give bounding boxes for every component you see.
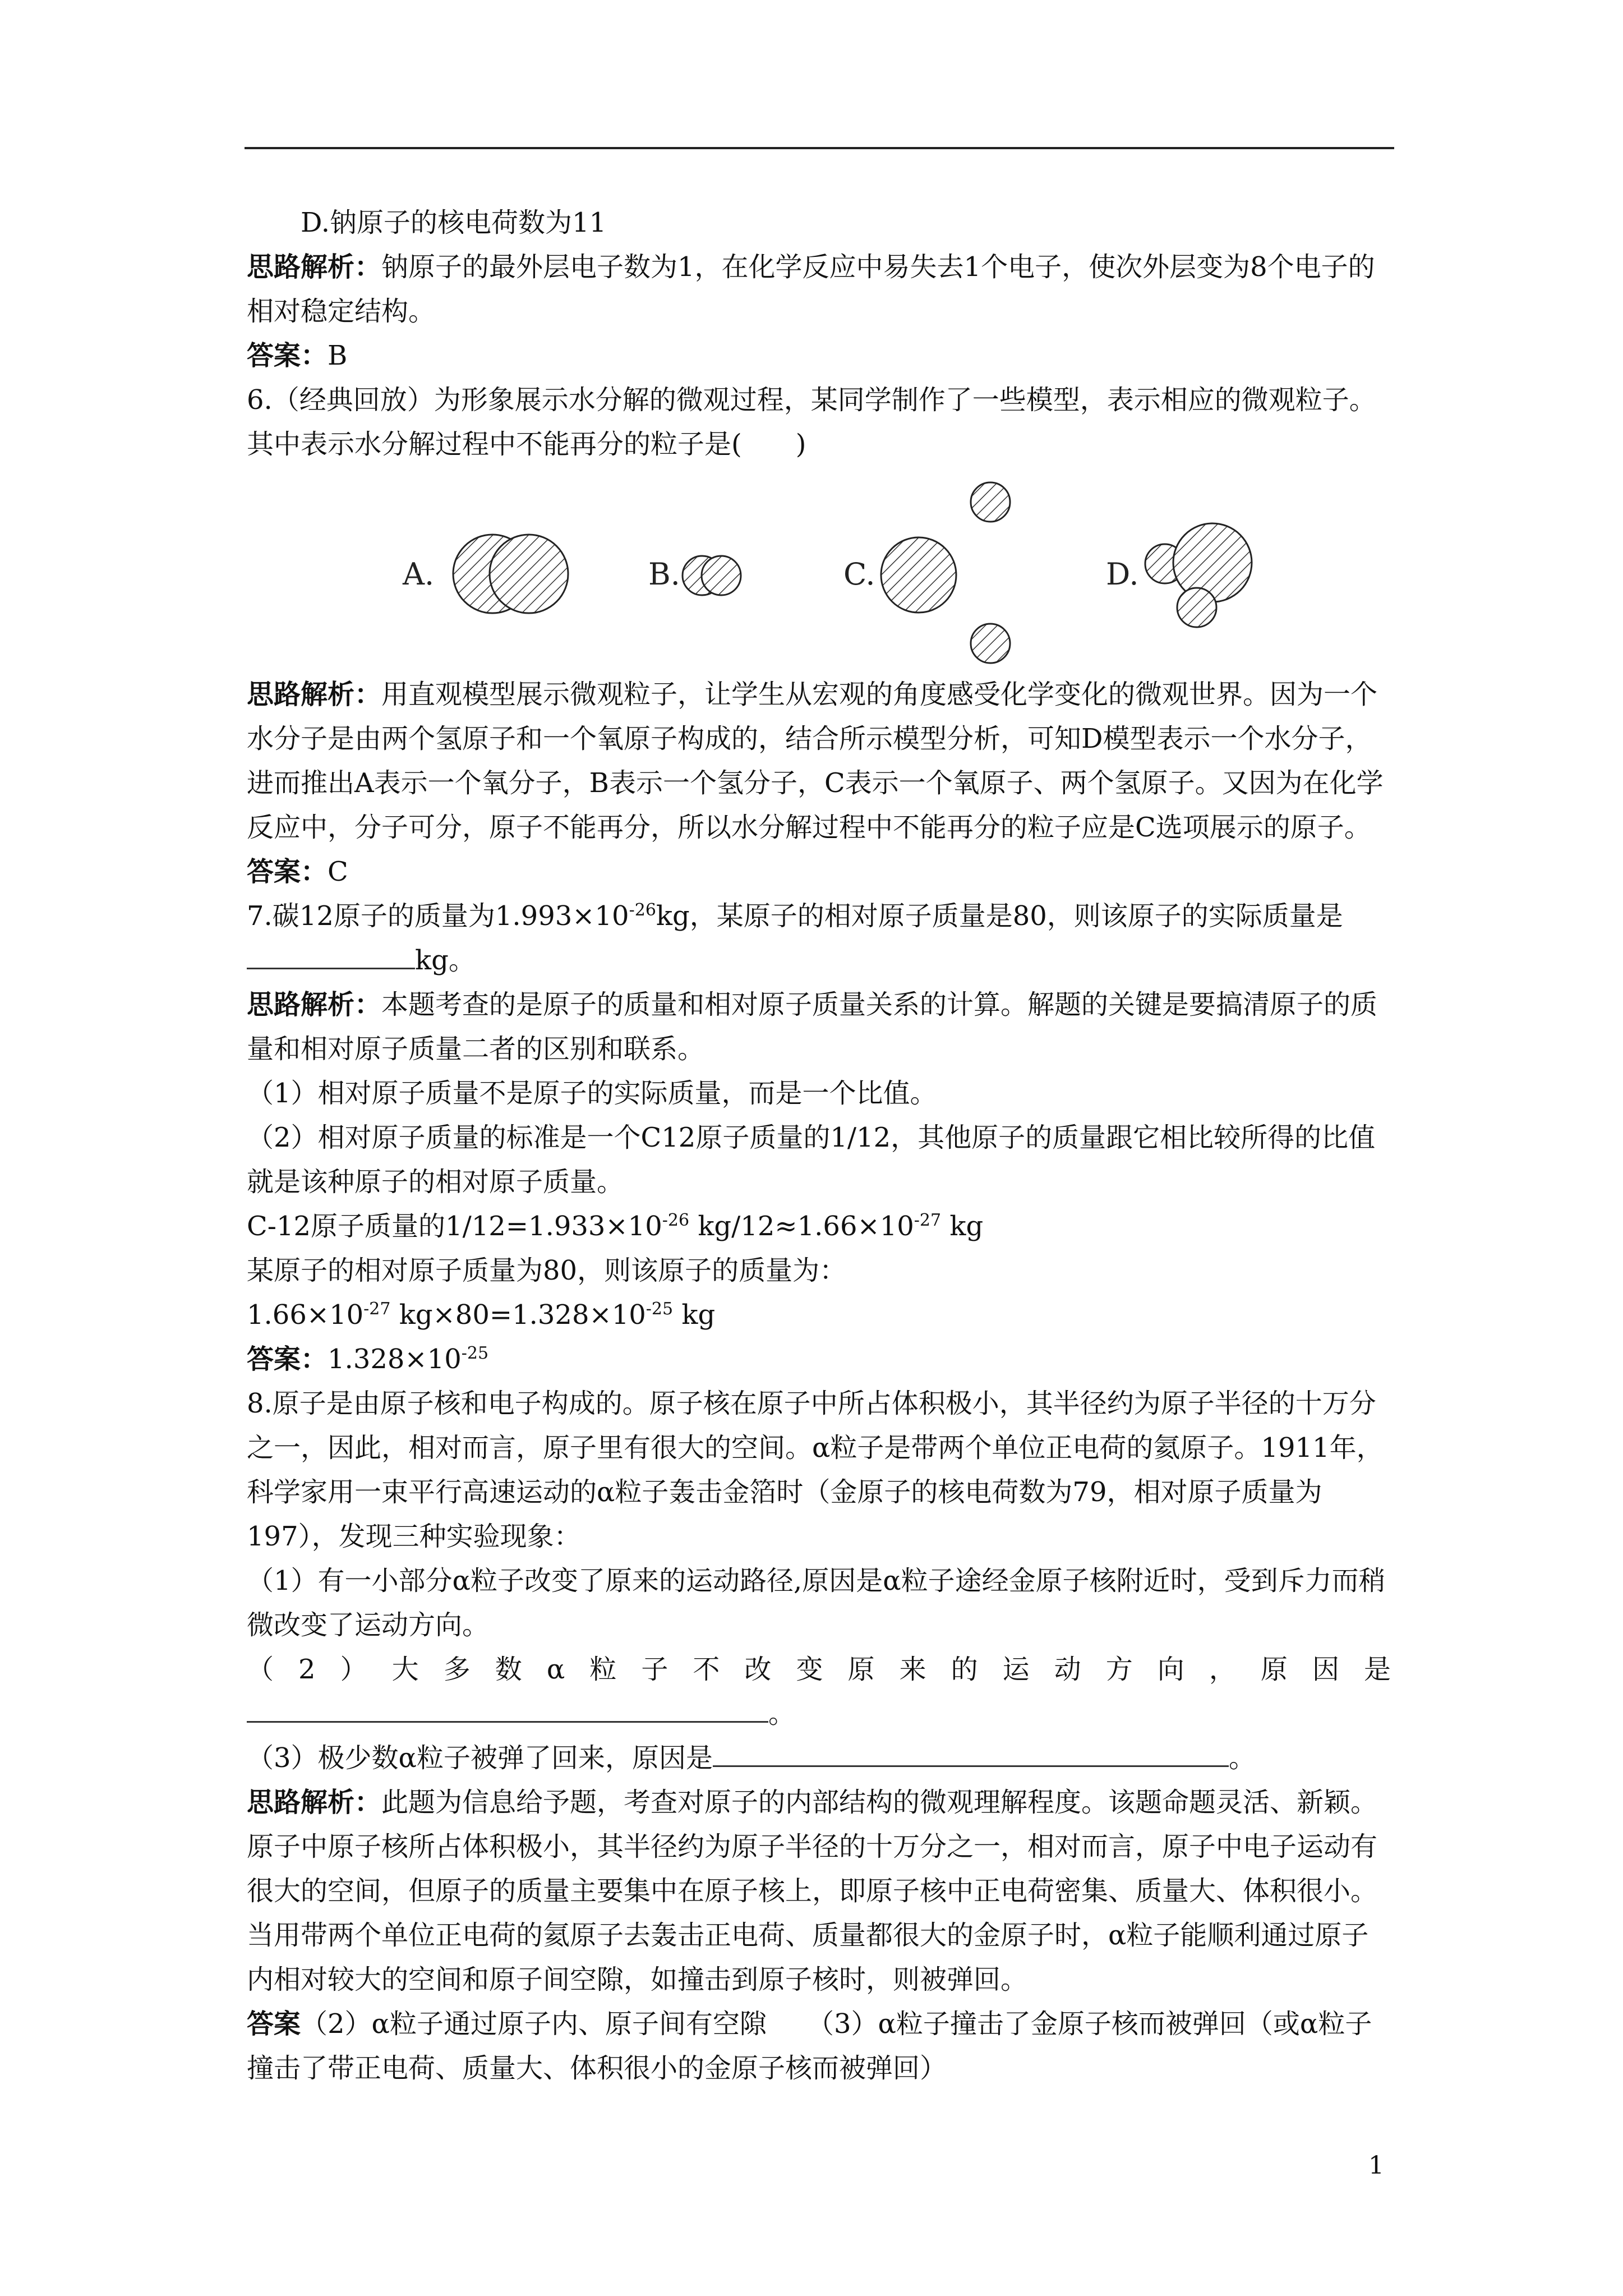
- option-c-hydrogen-atom-bottom: [971, 624, 1010, 663]
- document-body: [247, 201, 1391, 2091]
- page-number: 1: [1368, 2151, 1384, 2180]
- q7-point-1: （1）相对原子质量不是原子的实际质量，而是一个比值。: [247, 1078, 937, 1109]
- q7-calc-1: C-12原子质量的$1/12=1.933\times 10^{-26}$ $kg/12\approx 1.66\times 10^{-27}$ kg: [247, 1211, 984, 1242]
- analysis-label: 思路解析：: [247, 989, 382, 1020]
- q8-answer: 答案（2）α粒子通过原子内、原子间有空隙 （3）α粒子撞击了金原子核而被弹回（或α粒子撞击了带正电荷、质量大、体积很小的金原子核而被弹回）: [247, 2008, 1372, 2084]
- option-d-label: D.: [1106, 556, 1139, 592]
- q7-calc-3: $1.66\times 10^{-27}$ $kg\times 80=1.328\times 10^{-25}$ kg: [247, 1299, 716, 1331]
- q5-option-d: D.钠原子的核电荷数为11: [301, 207, 607, 238]
- q5-analysis: 思路解析：钠原子的最外层电子数为1，在化学反应中易失去1个电子，使次外层变为8个电子的相对稳定结构。: [247, 251, 1375, 327]
- q6-analysis: 思路解析：用直观模型展示微观粒子，让学生从宏观的角度感受化学变化的微观世界。因为一个水分子是由两个氢原子和一个氧原子构成的，结合所示模型分析，可知D模型表示一个水分子，进而推出A表示一个氧分子，B表示一个氢分子，C表示一个氧原子、两个氢原子。又因为在化学反应中，分子可分，原子不能再分，所以水分解过程中不能再分的粒子应是C选项展示的原子。: [247, 679, 1384, 843]
- q7-calc-2: 某原子的相对原子质量为80，则该原子的质量为：: [247, 1255, 847, 1286]
- q8-item-2-blank[interactable]: [247, 1696, 768, 1723]
- q7-analysis: 思路解析：本题考查的是原子的质量和相对原子质量关系的计算。解题的关键是要搞清原子的质量和相对原子质量二者的区别和联系。: [247, 989, 1378, 1065]
- analysis-label: 思路解析：: [247, 251, 382, 283]
- analysis-label: 思路解析：: [247, 1787, 382, 1818]
- q6-answer: 答案：C: [247, 856, 348, 887]
- answer-label: 答案：: [247, 856, 328, 887]
- analysis-label: 思路解析：: [247, 679, 382, 710]
- q7-point-2: （2）相对原子质量的标准是一个C12原子质量的1/12，其他原子的质量跟它相比较所得的比值就是该种原子的相对原子质量。: [247, 1122, 1376, 1198]
- q7-stem: 7.碳12原子的质量为$1.993\times 10^{-26}kg$，某原子的相对原子质量是80，则该原子的实际质量是kg。: [247, 900, 1343, 976]
- q8-item-3-blank[interactable]: [713, 1741, 1229, 1767]
- header-rule: [245, 147, 1394, 149]
- q7-answer-blank[interactable]: [247, 943, 415, 969]
- option-c-label: C.: [843, 556, 875, 592]
- q8-item-1: （1）有一小部分α粒子改变了原来的运动路径,原因是α粒子途经金原子核附近时，受到斥力而稍微改变了运动方向。: [247, 1565, 1386, 1641]
- q8-item-2: （2）大多数α粒子不改变原来的运动方向，原因是: [247, 1654, 1391, 1685]
- option-a-atom-right: [490, 535, 568, 613]
- q6-molecule-models: [247, 471, 1391, 670]
- option-a-label: A.: [403, 556, 435, 592]
- option-c-oxygen-atom: [881, 537, 956, 613]
- option-d-hydrogen-atom-bottom: [1177, 588, 1216, 627]
- answer-label: 答案：: [247, 1343, 328, 1375]
- option-d-oxygen-atom: [1173, 523, 1252, 602]
- q8-item-3: （3）极少数α粒子被弹了回来，原因是 。: [247, 1736, 1391, 1780]
- answer-label: 答案: [247, 2008, 301, 2040]
- q5-answer: 答案：B: [247, 340, 348, 371]
- q6-figure-svg: [247, 471, 1391, 670]
- q6-stem: 6.（经典回放）为形象展示水分解的微观过程，某同学制作了一些模型，表示相应的微观粒子。其中表示水分解过程中不能再分的粒子是( ): [247, 384, 1376, 460]
- option-b-label: B.: [648, 556, 680, 592]
- q8-stem: 8.原子是由原子核和电子构成的。原子核在原子中所占体积极小，其半径约为原子半径的十万分之一，因此，相对而言，原子里有很大的空间。α粒子是带两个单位正电荷的氦原子。1911年，科学家用一束平行高速运动的α粒子轰击金箔时（金原子的核电荷数为79，相对原子质量为197），发现三种实验现象：: [247, 1388, 1384, 1552]
- answer-label: 答案：: [247, 340, 328, 371]
- q8-analysis: 思路解析：此题为信息给予题，考查对原子的内部结构的微观理解程度。该题命题灵活、新颖。原子中原子核所占体积极小，其半径约为原子半径的十万分之一，相对而言，原子中电子运动有很大的空间，但原子的质量主要集中在原子核上，即原子核中正电荷密集、质量大、体积很小。当用带两个单位正电荷的氦原子去轰击正电荷、质量都很大的金原子时，α粒子能顺利通过原子内相对较大的空间和原子间空隙，如撞击到原子核时，则被弹回。: [247, 1787, 1378, 1995]
- option-b-atom-right: [702, 556, 741, 595]
- q8-item-2-blank-line: 。: [247, 1692, 1391, 1736]
- option-c-hydrogen-atom-top: [971, 482, 1010, 522]
- q7-answer: 答案：$1.328\times 10^{-25}$: [247, 1343, 489, 1375]
